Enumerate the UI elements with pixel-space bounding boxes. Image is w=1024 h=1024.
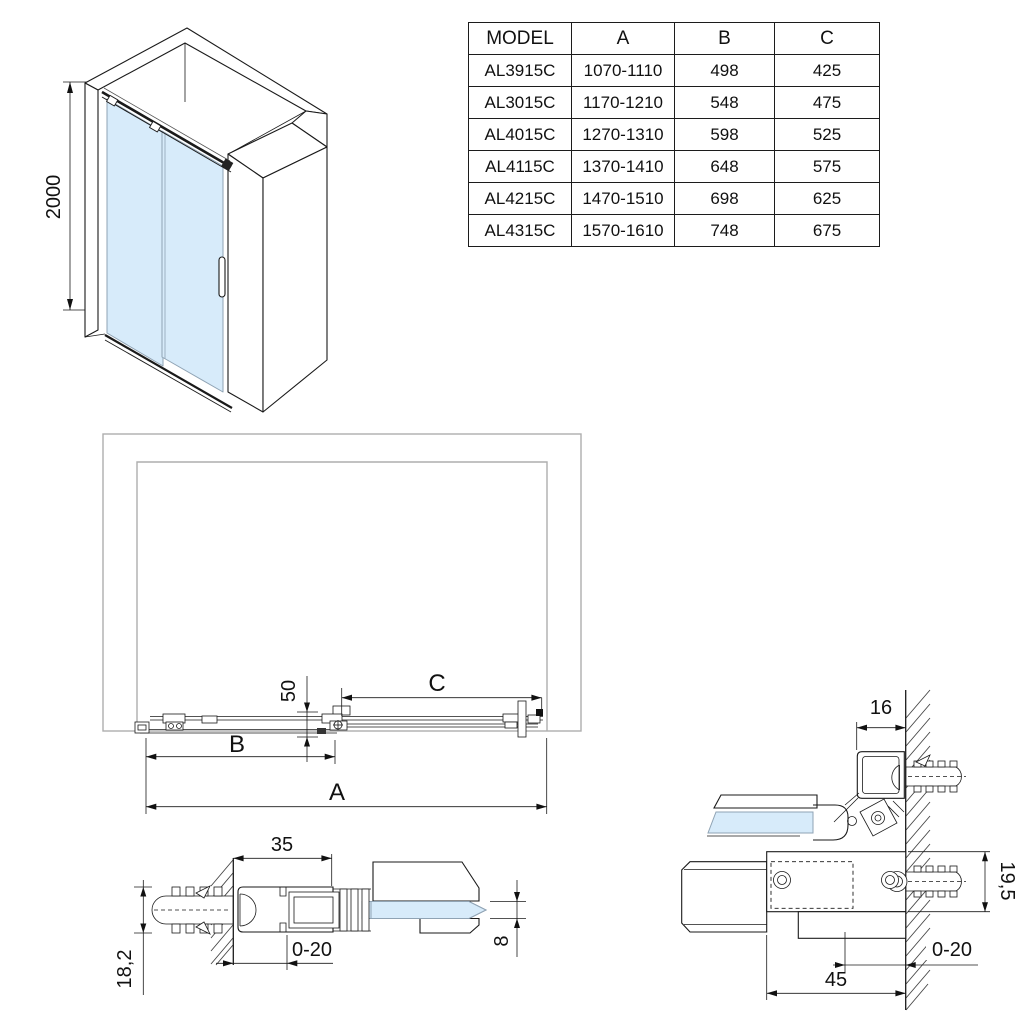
- dim-a-cell: 1470-1510: [572, 183, 675, 215]
- plan-outer-room: [103, 434, 581, 731]
- model-cell: AL3915C: [469, 55, 572, 87]
- table-header-row: [469, 23, 880, 55]
- detail-left-adjust-label: 0-20: [291, 939, 333, 961]
- detail-left-glass-dim: [490, 880, 526, 957]
- dim-c-cell: 675: [775, 215, 880, 247]
- col-header-b: B: [675, 23, 775, 55]
- wall-detail-right: [682, 690, 1018, 1010]
- detail-left-door-profile: [373, 862, 479, 933]
- detail-right-wall-profile: [857, 752, 904, 799]
- dim-c-cell: 625: [775, 183, 880, 215]
- dim-c-cell: 425: [775, 55, 880, 87]
- plan-dim-a: [146, 738, 547, 814]
- detail-right-clamp: [834, 798, 904, 836]
- table-row: [469, 151, 880, 183]
- detail-left-anchor-dim: [114, 880, 152, 995]
- spec-table: [468, 22, 880, 247]
- dim-b-cell: 498: [675, 55, 775, 87]
- dim-a-cell: 1270-1310: [572, 119, 675, 151]
- plan-dim-b-label: B: [228, 731, 246, 758]
- iso-sliding-glass-panel: [162, 131, 223, 392]
- model-cell: AL4015C: [469, 119, 572, 151]
- detail-left-anchor-label: 18,2: [114, 949, 136, 989]
- iso-fixed-glass-panel: [107, 99, 163, 366]
- detail-right-glass-assembly: [707, 793, 859, 840]
- table-row: [469, 55, 880, 87]
- detail-left-width-label: 35: [270, 834, 294, 856]
- isometric-view: [43, 28, 327, 412]
- detail-right-height-label: 19,5: [996, 861, 1018, 901]
- plan-wall-profile: [518, 701, 526, 737]
- model-cell: AL4115C: [469, 151, 572, 183]
- plan-dim-c-label: C: [428, 670, 446, 697]
- dim-b-cell: 698: [675, 183, 775, 215]
- detail-right-width-dim: [857, 697, 906, 750]
- iso-door-handle: [219, 257, 225, 297]
- detail-right-total-label: 45: [824, 969, 848, 991]
- plan-dim-offset: [278, 676, 318, 762]
- plan-view: [103, 434, 581, 814]
- dim-c-cell: 525: [775, 119, 880, 151]
- table-row: [469, 119, 880, 151]
- model-cell: AL4215C: [469, 183, 572, 215]
- dim-b-cell: 648: [675, 151, 775, 183]
- wall-anchor-top: [906, 755, 966, 792]
- dim-a-cell: 1170-1210: [572, 87, 675, 119]
- detail-left-glass-label: 8: [491, 935, 513, 947]
- dim-a-cell: 1070-1110: [572, 55, 675, 87]
- plan-dim-a-label: A: [328, 779, 346, 806]
- dim-b-cell: 748: [675, 215, 775, 247]
- model-cell: AL3015C: [469, 87, 572, 119]
- col-header-c: C: [775, 23, 880, 55]
- dim-a-cell: 1570-1610: [572, 215, 675, 247]
- col-header-a: A: [572, 23, 675, 55]
- table-row: [469, 215, 880, 247]
- dim-b-cell: 598: [675, 119, 775, 151]
- dim-c-cell: 475: [775, 87, 880, 119]
- plan-dim-c: [342, 670, 542, 716]
- wall-hatching: [906, 690, 930, 1010]
- detail-left-wall-profile: [238, 887, 371, 932]
- iso-height-dimension: [43, 82, 88, 310]
- table-row: [469, 87, 880, 119]
- col-header-model: MODEL: [469, 23, 572, 55]
- wall-detail-left: [114, 834, 526, 995]
- table-row: [469, 183, 880, 215]
- plan-dim-offset-label: 50: [278, 679, 300, 703]
- detail-left-glass-edge: [371, 902, 486, 919]
- detail-right-adjust-label: 0-20: [931, 939, 973, 961]
- detail-right-width-label: 16: [869, 697, 893, 719]
- wall-anchor-left: [152, 886, 233, 934]
- dim-c-cell: 575: [775, 151, 880, 183]
- dim-a-cell: 1370-1410: [572, 151, 675, 183]
- detail-left-width-dim: [233, 834, 331, 886]
- detail-right-glass: [708, 812, 813, 833]
- dim-b-cell: 548: [675, 87, 775, 119]
- model-cell: AL4315C: [469, 215, 572, 247]
- detail-right-bracket: [682, 852, 906, 939]
- iso-height-dimension-label: 2000: [43, 174, 65, 220]
